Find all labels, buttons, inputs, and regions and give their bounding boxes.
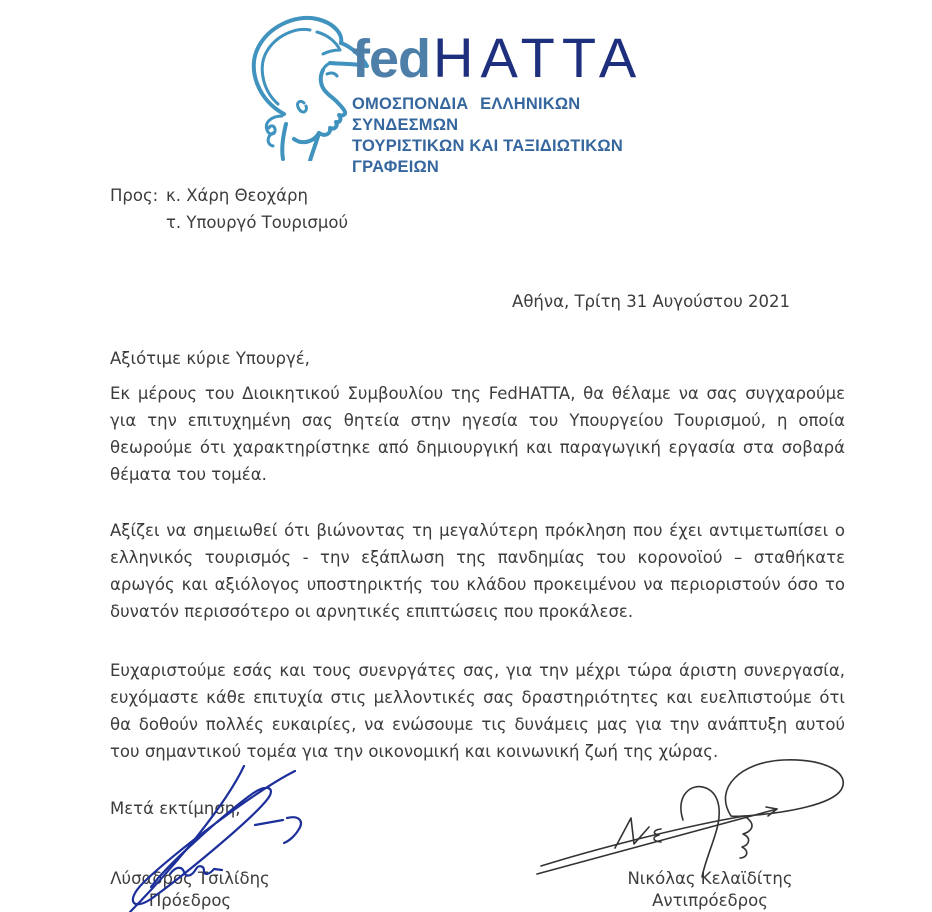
vice-president-title: Αντιπρόεδρος [652, 891, 768, 910]
recipient-label: Προς: [110, 186, 159, 205]
paragraph-3: Ευχαριστούμε εσάς και τους συενργάτες σας, για την μέχρι τώρα άριστη συνεργασία, ευχόμαστε κάθε επιτυχία στις μελλοντικές σας δραστηριότητες και ευελπιστούμε ότι θα δοθούν πολλές ευκαιρίες, να ενώσουμε τις δυνάμεις μας για την ανάπτυξη αυτού του σημαντικού τομέα για την οικονομική και κοινωνική ζωή της χώρας. [110, 661, 845, 761]
logo-subtitle-line1: ΟΜΟΣΠΟΝΔΙΑ ΕΛΛΗΝΙΚΩΝ ΣΥΝΔΕΣΜΩΝ [352, 95, 581, 134]
vice-president-signature [535, 750, 865, 880]
salutation: Αξιότιμε κύριε Υπουργέ, [110, 349, 310, 368]
vice-president-name: Νικόλας Κελαϊδίτης [627, 869, 793, 888]
wordmark-hatta: HATTA [433, 26, 644, 89]
president-name: Λύσαδρος Τσιλίδης [110, 869, 270, 888]
president-signature [115, 761, 350, 912]
recipient-block [110, 182, 845, 236]
president-title: Πρόεδρος [148, 891, 232, 910]
letter-body [110, 160, 845, 822]
fedhatta-wordmark [352, 26, 697, 89]
athena-head-icon [240, 6, 370, 161]
paragraph-1: Εκ μέρους του Διοικητικού Συμβουλίου της FedHATTA, θα θέλαμε να σας συγχαρούμε για την επιτυχημένη σας θητεία στην ηγεσία του Υπουργείου Τουρισμού, η οποία θεωρούμε ότι χαρακτηρίστηκε από δημιουργική και παραγωγική εργασία στα σοβαρά θέματα του τομέα. [110, 384, 845, 484]
recipient-title: τ. Υπουργό Τουρισμού [166, 213, 349, 232]
paragraph-2: Αξίζει να σημειωθεί ότι βιώνοντας τη μεγαλύτερη πρόκληση που έχει αντιμετωπίσει ο ελληνικός τουρισμός - την εξάπλωση της πανδημίας του κορονοϊού – σταθήκατε αρωγός και αξιόλογος υποστηρικτής του κλάδου προκειμένου να περιοριστούν όσο το δυνατόν περισσότερο οι αρνητικές επιπτώσεις που προκάλεσε. [110, 521, 845, 621]
date-line: Αθήνα, Τρίτη 31 Αυγούστου 2021 [512, 292, 790, 311]
closing-line: Μετά εκτίμηση, [110, 799, 241, 818]
wordmark-fed: fed [352, 29, 430, 89]
fedhatta-logo [352, 26, 697, 178]
logo-subtitle-line2: ΤΟΥΡΙΣΤΙΚΩΝ ΚΑΙ ΤΑΞΙΔΙΩΤΙΚΩΝ ΓΡΑΦΕΙΩΝ [352, 137, 623, 176]
recipient-name: κ. Χάρη Θεοχάρη [166, 186, 308, 205]
